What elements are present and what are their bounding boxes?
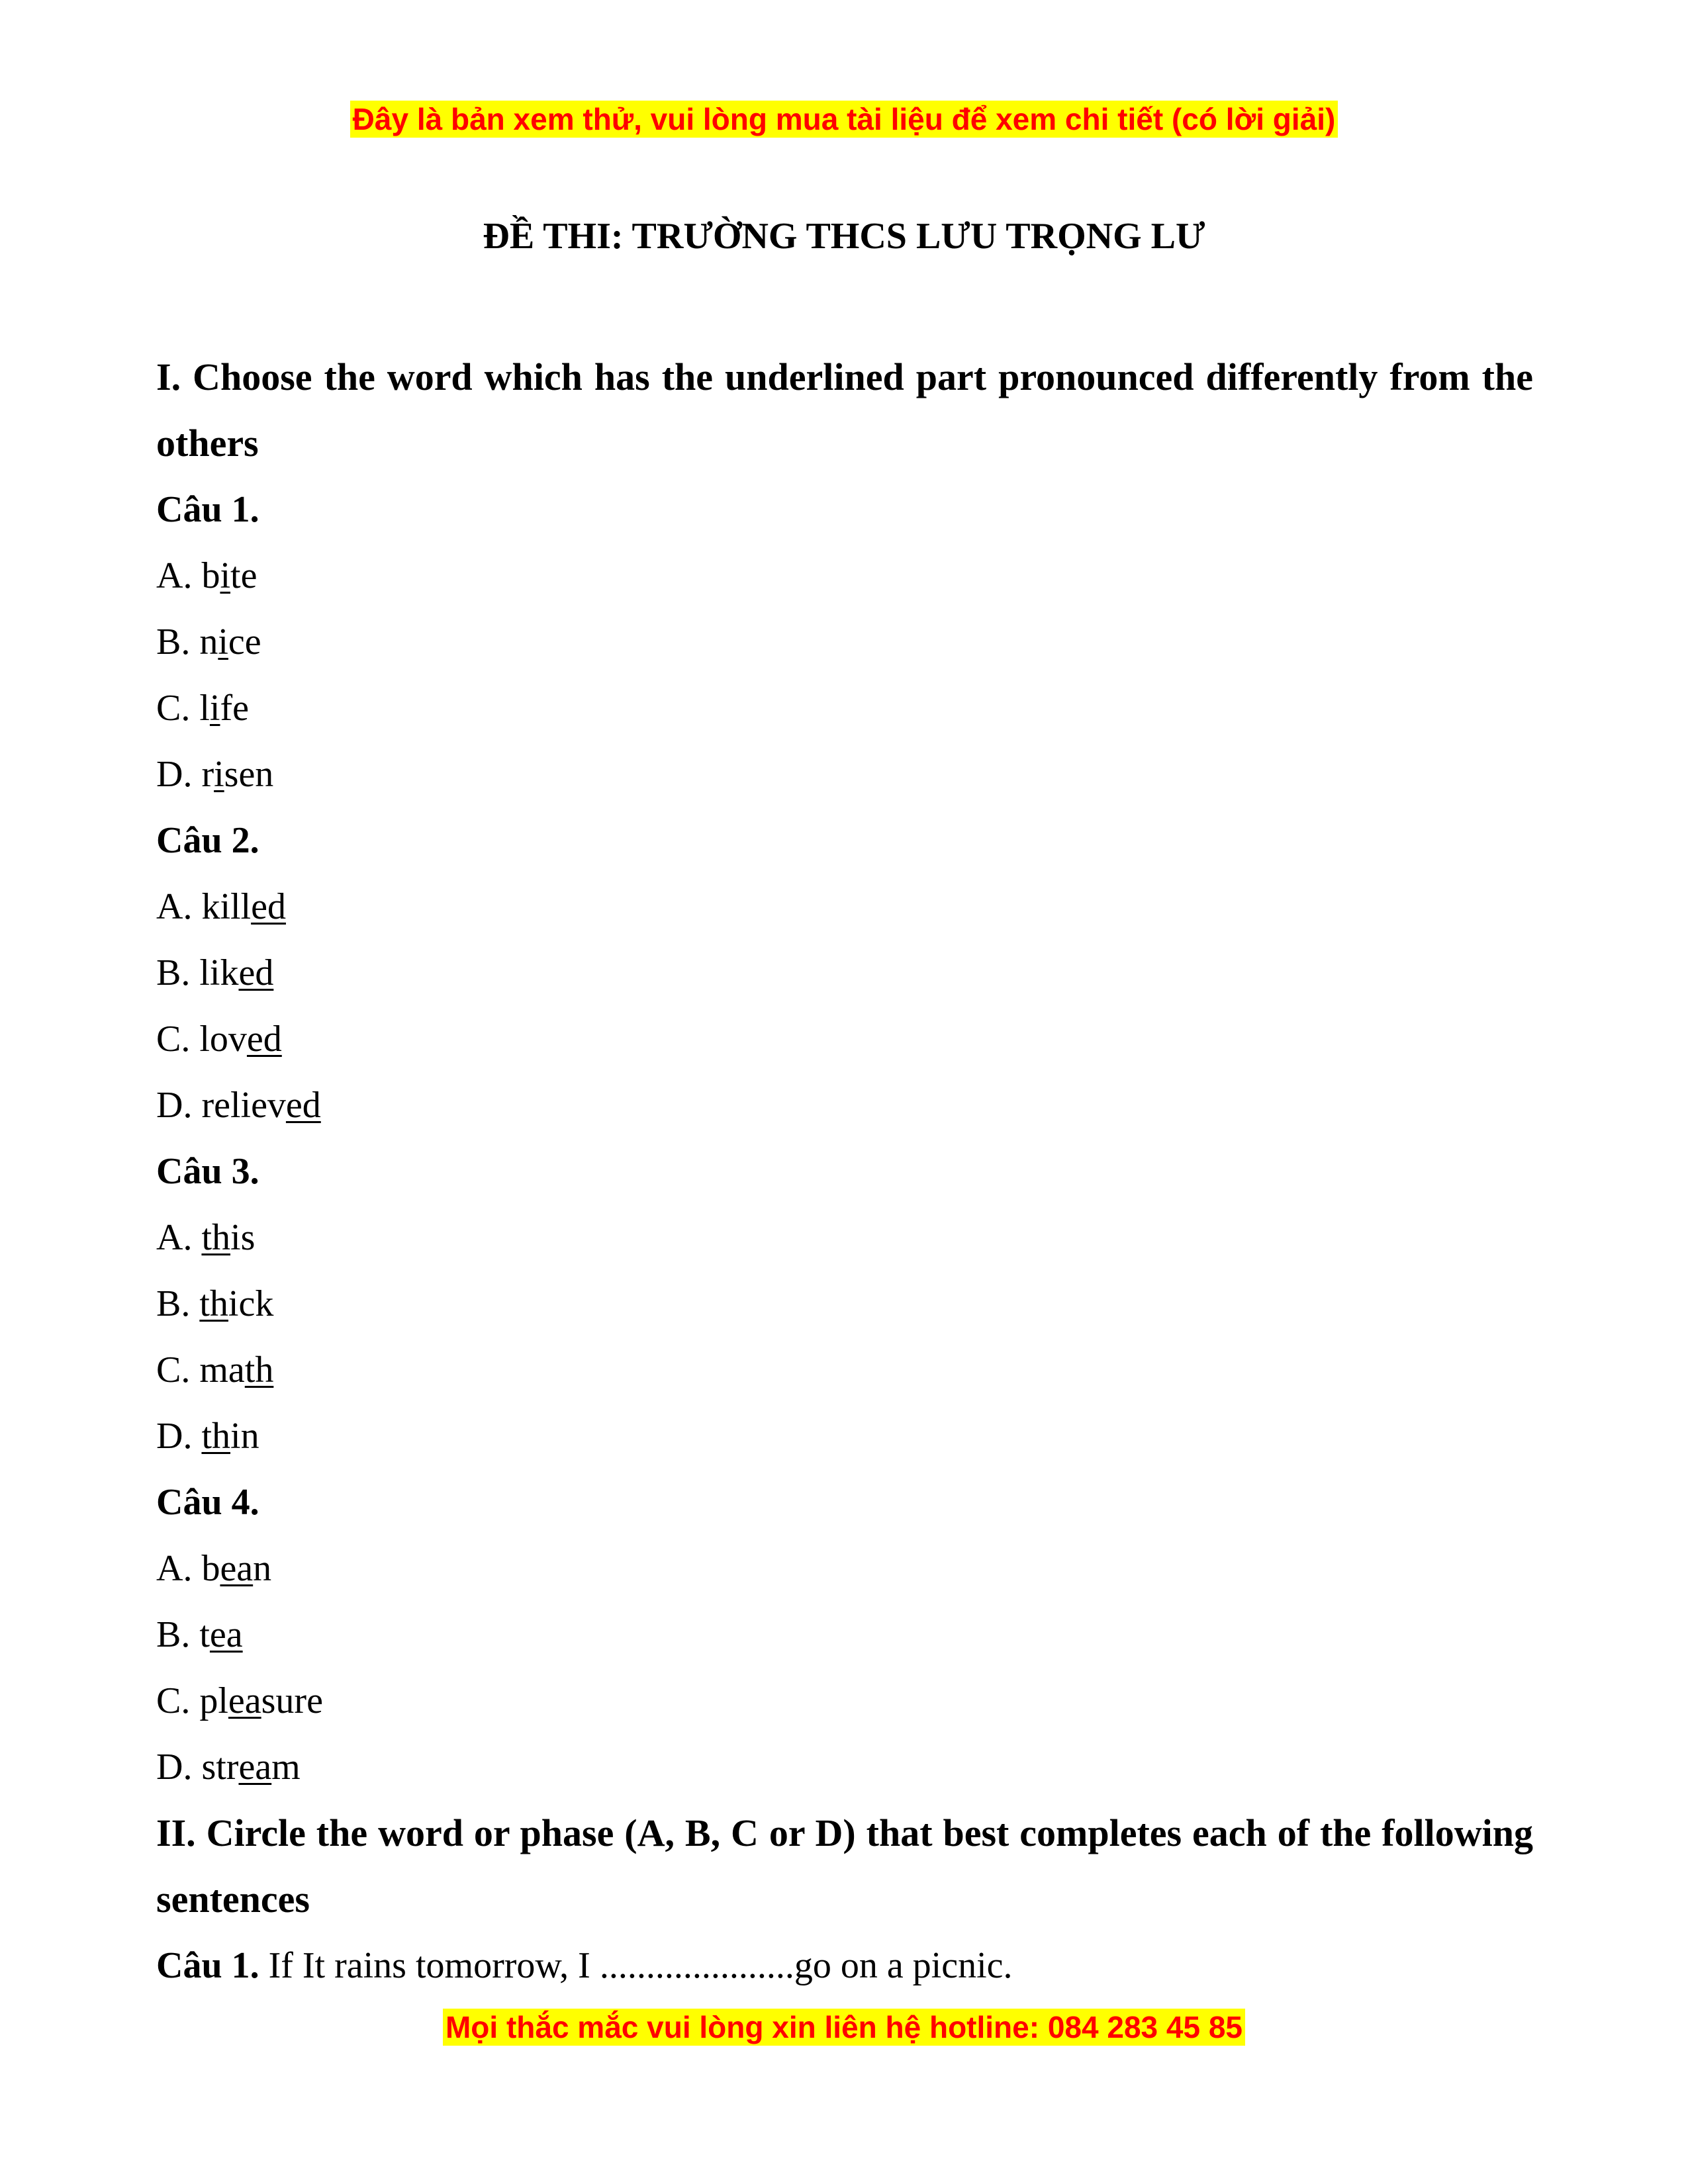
section-2-heading: II. Circle the word or phase (A, B, C or D) that best completes each of the following — [156, 1811, 1533, 1854]
answer-option: C. life — [156, 688, 249, 729]
question-label: Câu 1. — [156, 1945, 259, 1986]
answer-option: B. liked — [156, 952, 274, 993]
answer-option: B. tea — [156, 1614, 243, 1655]
exam-content — [156, 344, 1533, 1999]
exam-title: ĐỀ THI: TRƯỜNG THCS LƯU TRỌNG LƯ — [483, 216, 1205, 257]
section-1-heading-cont: others — [156, 422, 259, 465]
answer-option: C. pleasure — [156, 1680, 323, 1721]
answer-option: B. thick — [156, 1283, 274, 1324]
preview-notice-banner — [0, 99, 1688, 139]
answer-option: D. risen — [156, 754, 274, 795]
answer-option: C. math — [156, 1349, 274, 1390]
section-2-heading-cont: sentences — [156, 1878, 310, 1921]
answer-option: D. relieved — [156, 1085, 321, 1126]
question-text: Câu 1. If It rains tomorrow, I .....................go on a picnic. — [156, 1945, 1013, 1986]
answer-option: A. bean — [156, 1548, 272, 1589]
section-1-heading: I. Choose the word which has the underlined part pronounced differently from the — [156, 355, 1533, 398]
answer-option: A. killed — [156, 886, 286, 927]
answer-option: D. thin — [156, 1416, 259, 1457]
hotline-banner — [0, 2007, 1688, 2047]
question-label: Câu 4. — [156, 1482, 259, 1523]
answer-option: A. bite — [156, 555, 258, 596]
question-label: Câu 3. — [156, 1151, 259, 1192]
answer-option: D. stream — [156, 1747, 301, 1788]
answer-option: C. loved — [156, 1019, 282, 1060]
question-label: Câu 1. — [156, 489, 259, 530]
question-label: Câu 2. — [156, 820, 259, 861]
preview-notice-text: Đây là bản xem thử, vui lòng mua tài liệu để xem chi tiết (có lời giải) — [350, 101, 1338, 138]
answer-option: B. nice — [156, 621, 261, 662]
answer-option: A. this — [156, 1217, 256, 1258]
hotline-text: Mọi thắc mắc vui lòng xin liên hệ hotline: 084 283 45 85 — [443, 2009, 1245, 2046]
